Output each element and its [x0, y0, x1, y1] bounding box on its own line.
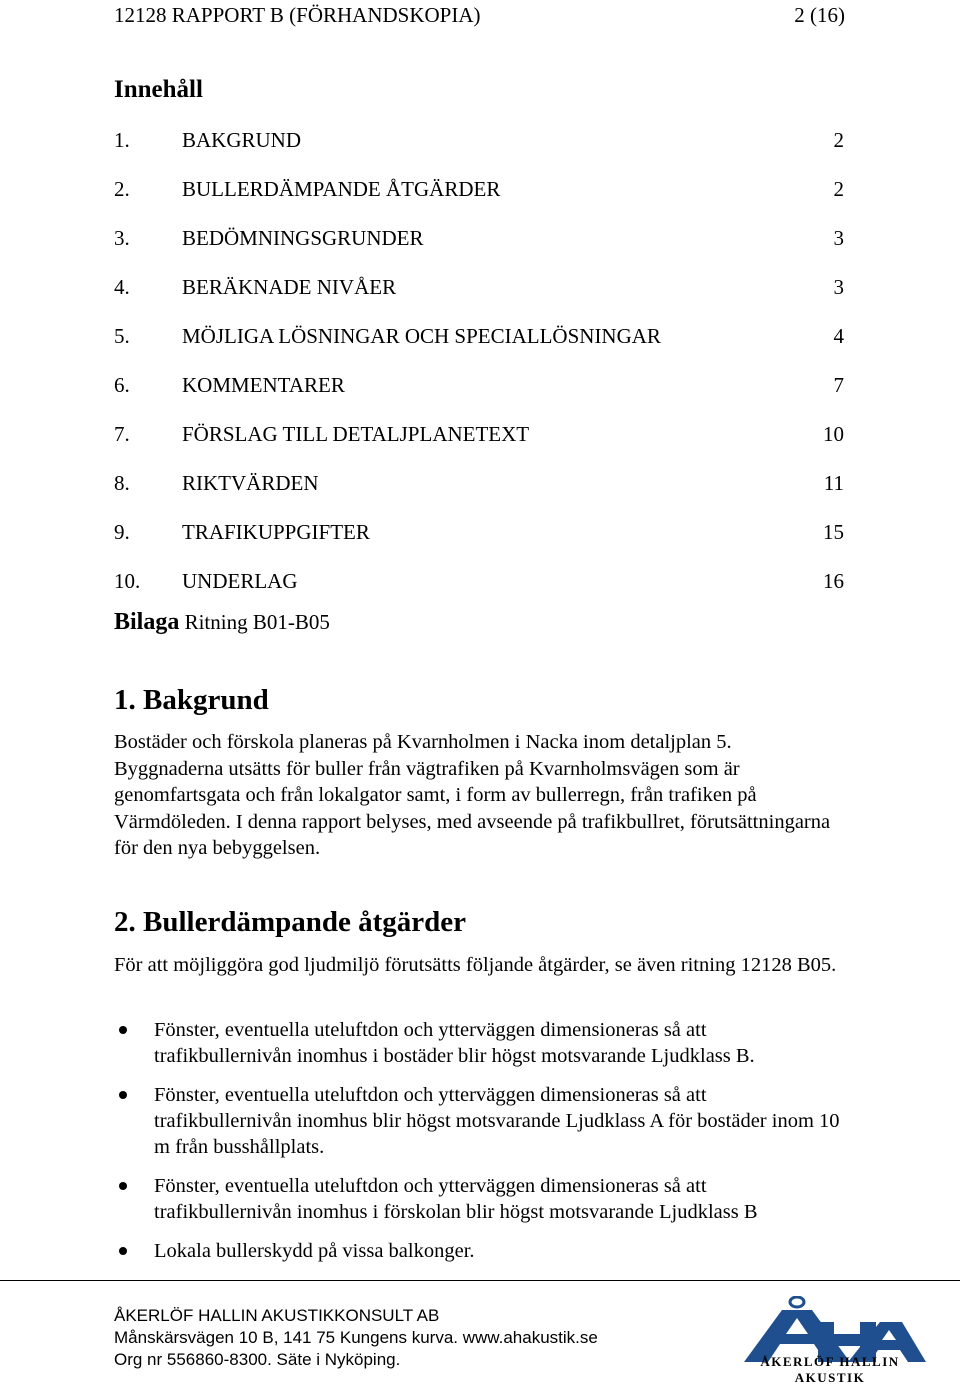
toc-entry-number: 1.	[114, 128, 130, 152]
footer-company: ÅKERLÖF HALLIN AKUSTIKKONSULT AB	[114, 1306, 440, 1325]
list-item-text: Fönster, eventuella uteluftdon och ytterväggen dimensioneras så att trafikbullernivån inomhus i bostäder blir högst motsvarande Ljudklass B.	[154, 1019, 755, 1067]
toc-entry-page: 3	[833, 226, 844, 250]
appendix-text: Ritning B01-B05	[184, 610, 330, 634]
list-item	[114, 1238, 844, 1264]
toc-entry[interactable]	[114, 226, 844, 275]
toc-entry[interactable]	[114, 128, 844, 177]
toc-entry-page: 7	[833, 373, 844, 397]
toc-entry-page: 15	[823, 520, 844, 544]
toc-entry-number: 7.	[114, 422, 130, 446]
footer-divider	[0, 1280, 960, 1281]
section-intro-bullerdampande: För att möjliggöra god ljudmiljö förutsätts följande åtgärder, se även ritning 12128 B05.	[114, 954, 837, 976]
page-number: 2 (16)	[794, 3, 845, 27]
toc-appendix	[114, 609, 330, 636]
toc-entry-number: 6.	[114, 373, 130, 397]
list-item	[114, 1173, 844, 1225]
toc-entry-number: 4.	[114, 275, 130, 299]
toc-entry-label: FÖRSLAG TILL DETALJPLANETEXT	[182, 422, 530, 446]
report-title: 12128 RAPPORT B (FÖRHANDSKOPIA)	[114, 3, 481, 27]
toc-entry[interactable]	[114, 177, 844, 226]
toc-title: Innehåll	[114, 76, 203, 103]
toc-entry-label: BAKGRUND	[182, 128, 302, 152]
bullet-icon	[119, 1247, 127, 1255]
toc-entry-number: 3.	[114, 226, 130, 250]
toc-entry-label: RIKTVÄRDEN	[182, 471, 319, 495]
toc-entry-page: 4	[833, 324, 844, 348]
toc-entry-page: 2	[833, 128, 844, 152]
toc-entry-label: BERÄKNADE NIVÅER	[182, 275, 397, 299]
toc-entry-page: 16	[823, 569, 844, 593]
toc-entry[interactable]	[114, 520, 844, 569]
section-heading-bakgrund: 1. Bakgrund	[114, 684, 269, 716]
toc-entry[interactable]	[114, 422, 844, 471]
bullet-icon	[119, 1091, 127, 1099]
toc-entry-page: 3	[833, 275, 844, 299]
list-item	[114, 1017, 844, 1069]
toc-entry-label: KOMMENTARER	[182, 373, 345, 397]
appendix-label: Bilaga	[114, 609, 180, 635]
list-item-text: Lokala bullerskydd på vissa balkonger.	[154, 1240, 475, 1262]
list-item	[114, 1082, 844, 1160]
page-footer	[114, 1305, 598, 1371]
section-body-bakgrund: Bostäder och förskola planeras på Kvarnholmen i Nacka inom detaljplan 5. Byggnaderna utsätts för buller från vägtrafiken på Kvarnholmsvägen som är genomfartsgata och från lokalgator samt, i form av bullerregn, från trafiken på Värmdöleden. I denna rapport belyses, med avseende på trafikbullret, förutsättningarna för den nya bebyggelsen.	[114, 731, 831, 859]
table-of-contents	[114, 128, 844, 618]
toc-entry-label: UNDERLAG	[182, 569, 298, 593]
toc-entry-number: 5.	[114, 324, 130, 348]
toc-entry[interactable]	[114, 373, 844, 422]
toc-entry-number: 10.	[114, 569, 141, 593]
toc-entry-label: MÖJLIGA LÖSNINGAR OCH SPECIALLÖSNINGAR	[182, 324, 661, 348]
toc-entry-label: TRAFIKUPPGIFTER	[182, 520, 370, 544]
section-heading-bullerdampande: 2. Bullerdämpande åtgärder	[114, 906, 467, 938]
toc-entry-page: 11	[823, 471, 844, 495]
toc-entry[interactable]	[114, 471, 844, 520]
bullet-icon	[119, 1182, 127, 1190]
company-logo	[730, 1296, 930, 1386]
toc-entry-label: BEDÖMNINGSGRUNDER	[182, 226, 424, 250]
toc-entry-label: BULLERDÄMPANDE ÅTGÄRDER	[182, 177, 501, 201]
toc-entry-number: 9.	[114, 520, 130, 544]
toc-entry-page: 10	[823, 422, 844, 446]
toc-entry[interactable]	[114, 275, 844, 324]
measures-list	[114, 1017, 844, 1264]
toc-entry-page: 2	[833, 177, 844, 201]
toc-entry-number: 2.	[114, 177, 130, 201]
list-item-text: Fönster, eventuella uteluftdon och ytterväggen dimensioneras så att trafikbullernivån inomhus blir högst motsvarande Ljudklass A för bostäder inom 10 m från busshållplats.	[154, 1084, 840, 1158]
page-header	[114, 3, 845, 29]
toc-entry-number: 8.	[114, 471, 130, 495]
list-item-text: Fönster, eventuella uteluftdon och ytterväggen dimensioneras så att trafikbullernivån inomhus i förskolan blir högst motsvarande Ljudklass B	[154, 1175, 758, 1223]
footer-org: Org nr 556860-8300. Säte i Nyköping.	[114, 1350, 401, 1369]
footer-address: Månskärsvägen 10 B, 141 75 Kungens kurva. www.ahakustik.se	[114, 1328, 598, 1347]
toc-entry[interactable]	[114, 324, 844, 373]
logo-wordmark: ÅKERLÖF HALLIN AKUSTIK	[760, 1354, 900, 1385]
bullet-icon	[119, 1026, 127, 1034]
